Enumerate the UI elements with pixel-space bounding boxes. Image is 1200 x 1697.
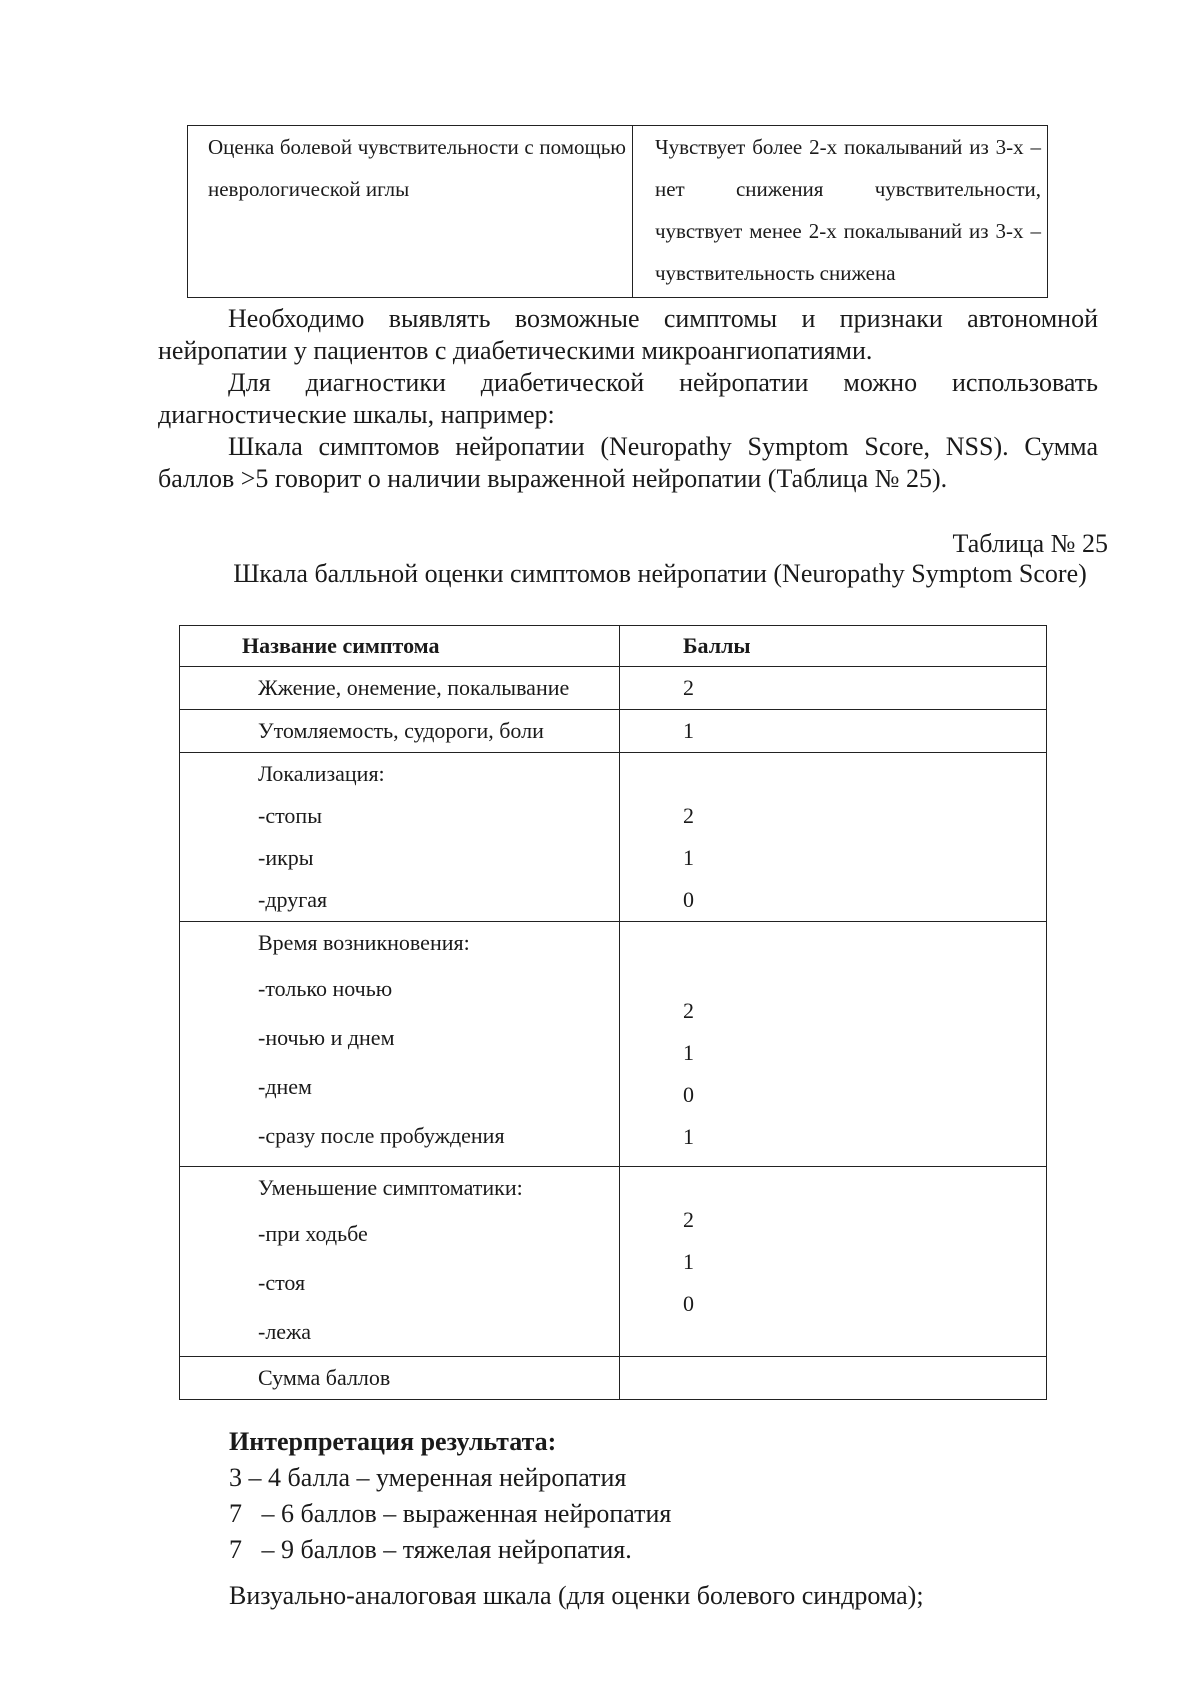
group-item: -при ходьбе <box>258 1221 368 1246</box>
table-row <box>180 922 1047 1167</box>
group-item: -сразу после пробуждения <box>258 1123 505 1148</box>
group-point: 1 <box>683 1249 694 1274</box>
points-cell <box>620 1357 1047 1400</box>
nss-table <box>179 625 1047 1400</box>
table-row <box>180 1167 1047 1357</box>
group-item: -стоя <box>258 1270 306 1295</box>
interpretation-block <box>229 1424 671 1568</box>
group-point: 1 <box>683 1040 694 1065</box>
interpretation-line: 7 – 9 баллов – тяжелая нейропатия. <box>229 1535 632 1564</box>
column-header-points: Баллы <box>620 626 1047 667</box>
table-cell-result: Чувствует более 2-х покалываний из 3-х – нет снижения чувствительности, чувствует менее 2-х покалываний из 3-х – чувствительность снижена <box>633 126 1048 298</box>
group-point: 0 <box>683 1291 694 1316</box>
paragraph-scales <box>158 367 1098 431</box>
group-point: 2 <box>683 1207 694 1232</box>
table-cell-method: Оценка болевой чувствительности с помощью неврологической иглы <box>188 126 633 298</box>
points-cell: 1 <box>620 710 1047 753</box>
group-item: -стопы <box>258 803 322 828</box>
vas-line: Визуально-аналоговая шкала (для оценки болевого синдрома); <box>229 1581 924 1610</box>
table-row <box>188 126 1048 298</box>
paragraph-text: Для диагностики диабетической нейропатии можно использовать диагностические шкалы, например: <box>158 368 1098 429</box>
table-row <box>180 753 1047 922</box>
group-item: -другая <box>258 887 328 912</box>
table-row <box>180 1357 1047 1400</box>
group-item: -лежа <box>258 1319 312 1344</box>
table-row <box>180 710 1047 753</box>
group-point: 0 <box>683 887 694 912</box>
points-cell <box>620 922 1047 1167</box>
group-item: -ночью и днем <box>258 1025 395 1050</box>
paragraph-nss <box>158 431 1098 495</box>
points-cell <box>620 753 1047 922</box>
group-point: 2 <box>683 998 694 1023</box>
column-header-symptom: Название симптома <box>180 626 620 667</box>
interpretation-line: 3 – 4 балла – умеренная нейропатия <box>229 1463 627 1492</box>
table-row <box>180 667 1047 710</box>
symptom-cell <box>180 753 620 922</box>
symptom-cell: Утомляемость, судороги, боли <box>180 710 620 753</box>
group-item: -икры <box>258 845 314 870</box>
table-number: Таблица № 25 <box>952 529 1108 558</box>
group-title: Время возникновения: <box>258 930 470 955</box>
group-point: 1 <box>683 845 694 870</box>
points-cell <box>620 1167 1047 1357</box>
paragraph-text: Необходимо выявлять возможные симптомы и признаки автономной нейропатии у пациентов с диабетическими микроангиопатиями. <box>158 304 1098 365</box>
paragraph-autonomic <box>158 303 1098 367</box>
paragraph-text: Шкала симптомов нейропатии (Neuropathy Symptom Score, NSS). Сумма баллов >5 говорит о наличии выраженной нейропатии (Таблица № 25). <box>158 432 1098 493</box>
group-title: Уменьшение симптоматики: <box>258 1175 523 1200</box>
group-point: 2 <box>683 803 694 828</box>
symptom-cell <box>180 1167 620 1357</box>
interpretation-heading: Интерпретация результата: <box>229 1427 557 1456</box>
pain-sensitivity-table <box>187 125 1048 298</box>
table-header-row <box>180 626 1047 667</box>
symptom-cell: Сумма баллов <box>180 1357 620 1400</box>
group-title: Локализация: <box>258 761 385 786</box>
points-cell: 2 <box>620 667 1047 710</box>
group-item: -днем <box>258 1074 312 1099</box>
group-item: -только ночью <box>258 976 393 1001</box>
interpretation-line: 7 – 6 баллов – выраженная нейропатия <box>229 1499 672 1528</box>
group-point: 0 <box>683 1082 694 1107</box>
table-title: Шкала балльной оценки симптомов нейропатии (Neuropathy Symptom Score) <box>233 559 1087 588</box>
group-point: 1 <box>683 1124 694 1149</box>
symptom-cell <box>180 922 620 1167</box>
symptom-cell: Жжение, онемение, покалывание <box>180 667 620 710</box>
